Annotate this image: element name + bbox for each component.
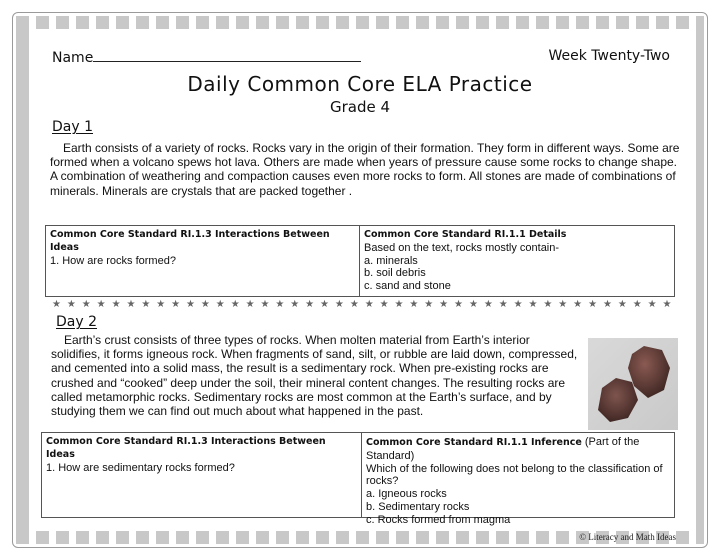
name-field[interactable] bbox=[52, 48, 361, 66]
star-icon: ★ bbox=[543, 299, 553, 310]
day2-passage: Earth’s crust consists of three types of rocks. When molten material from Earth’s interior solidifies, it forms igneous rock. When fragments of sand, silt, or rubble are laid down, compressed, and cemented into a solid mass, the result is a sedimentary rock. When pre-existing rocks are crushed and “cooked” deep under the soil, their mineral content changes. The resulting rocks are called metamorphic rocks. Sedimentary rocks are most common at the Earth’s surface, and by studying them we can find out much about what happened in the past. bbox=[51, 333, 578, 419]
star-icon: ★ bbox=[320, 299, 329, 310]
day2-right-cell[interactable] bbox=[362, 433, 674, 526]
star-icon: ★ bbox=[186, 299, 195, 310]
day1-left-cell[interactable] bbox=[46, 226, 360, 296]
star-icon: ★ bbox=[632, 299, 642, 310]
name-blank-line[interactable] bbox=[93, 48, 361, 62]
star-icon: ★ bbox=[498, 299, 508, 310]
star-icon: ★ bbox=[334, 299, 344, 310]
day1-right-standard: Common Core Standard RI.1.1 Details bbox=[364, 229, 567, 240]
answer-option[interactable]: b. soil debris bbox=[364, 267, 426, 280]
star-icon: ★ bbox=[439, 299, 449, 310]
star-icon: ★ bbox=[260, 299, 270, 310]
day2-left-standard: Common Core Standard RI.1.3 Interactions Between Ideas bbox=[46, 436, 326, 460]
day2-left-cell[interactable] bbox=[42, 433, 362, 517]
star-icon: ★ bbox=[454, 299, 464, 310]
day1-question-table bbox=[45, 225, 675, 297]
answer-option[interactable]: a. minerals bbox=[364, 254, 418, 267]
answer-option[interactable]: c. Rocks formed from magma bbox=[366, 513, 511, 526]
star-icon: ★ bbox=[468, 299, 478, 310]
star-icon: ★ bbox=[52, 299, 61, 310]
star-icon: ★ bbox=[647, 299, 657, 310]
day1-left-standard: Common Core Standard RI.1.3 Interactions Between Ideas bbox=[50, 229, 330, 253]
rocks-image-icon bbox=[588, 338, 678, 430]
answer-option[interactable]: a. Igneous rocks bbox=[366, 488, 447, 501]
star-icon: ★ bbox=[200, 299, 210, 310]
star-icon: ★ bbox=[275, 299, 285, 310]
star-icon: ★ bbox=[662, 299, 672, 310]
star-icon: ★ bbox=[379, 299, 389, 310]
day2-question-table bbox=[41, 432, 675, 526]
day1-right-cell[interactable] bbox=[360, 226, 674, 296]
star-icon: ★ bbox=[573, 299, 583, 310]
star-icon: ★ bbox=[141, 299, 151, 310]
star-icon: ★ bbox=[424, 299, 434, 310]
star-divider bbox=[52, 299, 672, 311]
star-icon: ★ bbox=[215, 299, 225, 310]
grade-label: Grade 4 bbox=[329, 98, 391, 116]
star-icon: ★ bbox=[394, 299, 404, 310]
rocks-photo bbox=[588, 338, 678, 430]
star-icon: ★ bbox=[66, 299, 76, 310]
star-icon: ★ bbox=[602, 299, 612, 310]
star-icon: ★ bbox=[126, 299, 136, 310]
star-icon: ★ bbox=[617, 299, 627, 310]
copyright-credit: © Literacy and Math Ideas bbox=[579, 532, 676, 542]
star-icon: ★ bbox=[305, 299, 315, 310]
star-icon: ★ bbox=[409, 299, 419, 310]
star-icon: ★ bbox=[364, 299, 374, 310]
day2-left-question: 1. How are sedimentary rocks formed? bbox=[46, 461, 235, 474]
star-icon: ★ bbox=[111, 299, 121, 310]
star-icon: ★ bbox=[230, 299, 240, 310]
star-icon: ★ bbox=[156, 299, 166, 310]
day1-left-question: 1. How are rocks formed? bbox=[50, 254, 176, 267]
week-label: Week Twenty-Two bbox=[548, 48, 670, 64]
star-icon: ★ bbox=[171, 299, 181, 310]
day1-right-question: Based on the text, rocks mostly contain- bbox=[364, 241, 560, 254]
star-icon: ★ bbox=[290, 299, 300, 310]
answer-option[interactable]: b. Sedimentary rocks bbox=[366, 500, 470, 513]
worksheet-title: Daily Common Core ELA Practice bbox=[187, 72, 533, 96]
star-icon: ★ bbox=[483, 299, 493, 310]
day2-right-standard: Common Core Standard RI.1.1 Inference bbox=[366, 437, 582, 448]
star-icon: ★ bbox=[96, 299, 106, 310]
star-icon: ★ bbox=[81, 299, 91, 310]
star-icon: ★ bbox=[558, 299, 568, 310]
star-icon: ★ bbox=[349, 299, 359, 310]
day1-label: Day 1 bbox=[52, 119, 94, 135]
name-label: Name bbox=[52, 50, 94, 66]
star-icon: ★ bbox=[528, 299, 538, 310]
star-icon: ★ bbox=[588, 299, 598, 310]
star-icon: ★ bbox=[245, 299, 255, 310]
star-icon: ★ bbox=[513, 299, 523, 310]
answer-option[interactable]: c. sand and stone bbox=[364, 280, 451, 293]
day2-right-question: Which of the following does not belong to the classification of rocks? bbox=[366, 462, 663, 488]
day1-passage: Earth consists of a variety of rocks. Rocks vary in the origin of their formation. They form in different ways. Some are formed when a volcano spews hot lava. Others are made when years of pressure cause some rocks to change shape. A combination of weathering and compaction causes even more rocks to form. All stones are made of combinations of minerals. Minerals are crystals that are packed together . bbox=[50, 141, 680, 198]
day2-label: Day 2 bbox=[56, 314, 98, 330]
day2-right-standard-note: (Part of the Standard) bbox=[366, 436, 640, 462]
